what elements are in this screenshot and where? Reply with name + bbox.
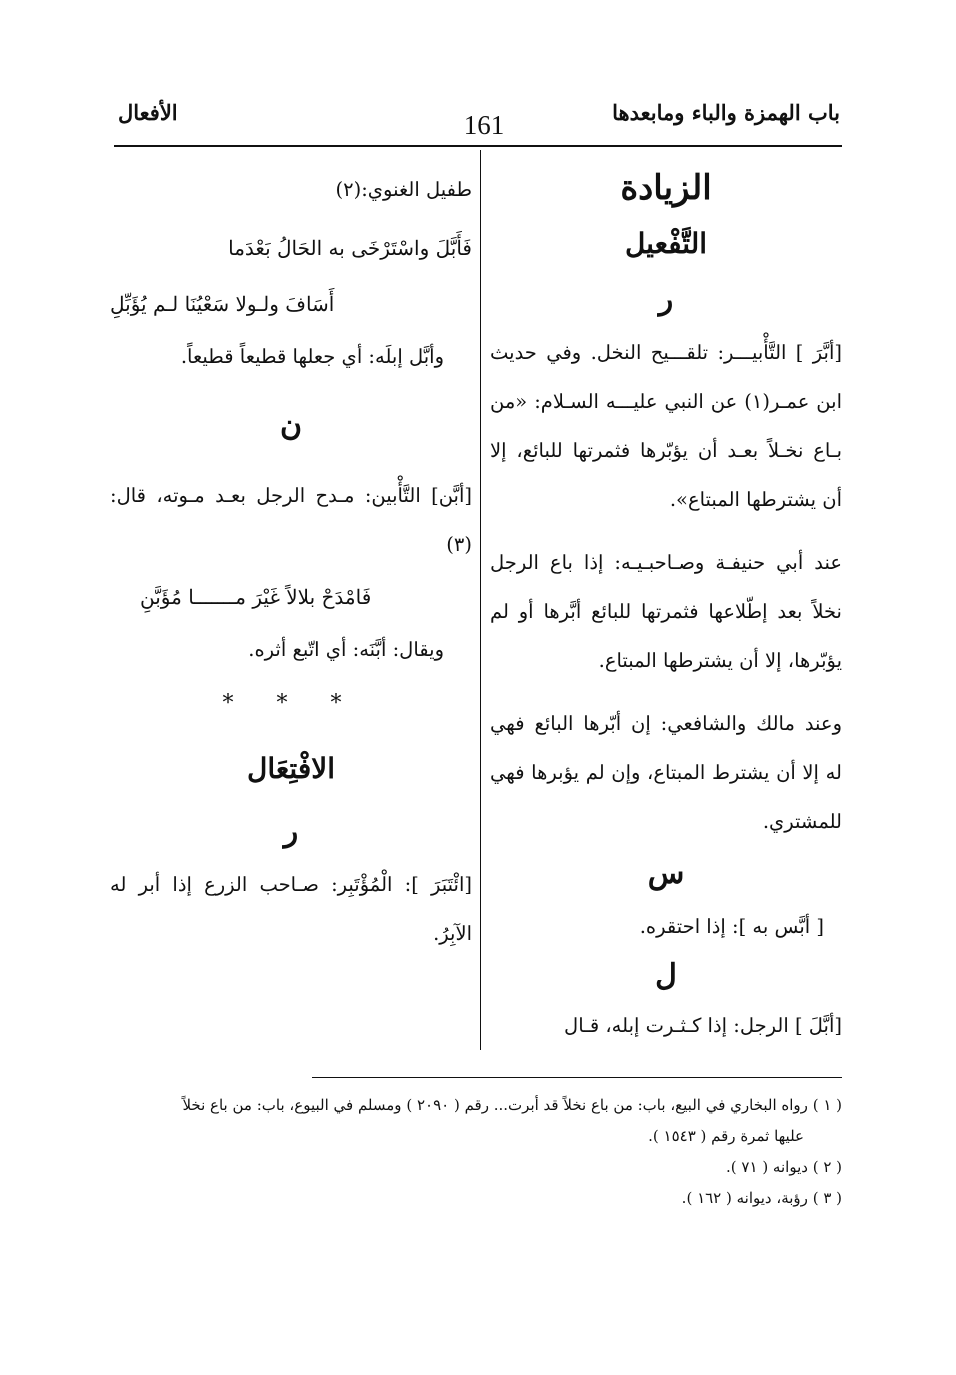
entry-abbana: [أبَّن] التَّأْبين: مـدح الرجل بعـد مـوته، قال:(٣) (110, 484, 472, 556)
letter-heading-lam: ل (655, 958, 677, 993)
footnote-1: ( ١ ) رواه البخاري في البيع، باب: من باع نخلاً قد أبرت... رقم ( ٢٠٩٠ ) ومسلم في البيوع، باب: من باع نخلاً (182, 1096, 842, 1114)
header-rule (114, 145, 842, 147)
footnote-1-continuation: عليها ثمرة رقم ( ١٥٤٣ ). (648, 1127, 804, 1145)
letter-heading-sin: س (647, 856, 685, 891)
entry-abbara: [أبَّرَ ] التَّأْبيـــر: تلقـــيح النخل. وفي حديث ابن عمـر(١) عن النبي عليـــه السـلام: «من بـاع نخـلاً بعـد أن يؤبّرها فثمرتها للبائع، إلا أن يشترطها المبتاع». (490, 341, 842, 511)
paragraph-abbala-ibilahu: وأبَّل إبلَه: أي جعلها قطيعاً قطيعاً. (180, 345, 444, 368)
left-column (110, 160, 472, 958)
verse-line-1b: أَسَافَ ولـولا سَعْيُنَا لـم يُؤَبِّلِ (110, 292, 335, 316)
verse-line-1a: فَأَبَّلَ واسْتَرْخَى به الحَالُ بَعْدَما (228, 236, 472, 260)
letter-heading-nun: ن (279, 408, 303, 443)
entry-abbasa: [ أبَّس به ]: إذا احتقره. (639, 915, 824, 938)
paragraph-abu-hanifa: عند أبي حنيفـة وصـاحبـيـه: إذا باع الرجل نخلاً بعد إطّلاعها فثمرتها للبائع أبَّرها أو لم يؤبّرها، إلا أن يشترطها المبتاع. (490, 551, 842, 672)
paragraph-malik-shafii: وعند مالك والشافعي: إن أبّرها البائع فهي له إلا أن يشترط المبتاع، وإن لم يؤبرها فهي للمشتري. (490, 712, 842, 833)
section-title-ziyada: الزيادة (620, 168, 712, 208)
letter-heading-ra: ر (658, 282, 674, 317)
page-number: 161 (463, 110, 505, 140)
running-header-right: باب الهمزة والباء ومابعدها (612, 100, 840, 125)
section-separator-stars: * * * (222, 691, 360, 716)
letter-heading-ra-2: ر (283, 814, 299, 849)
column-divider (480, 150, 481, 1050)
footnote-2: ( ٢ ) ديوانه ( ٧١ ). (726, 1158, 842, 1176)
footnote-3: ( ٣ ) رؤبة، ديوانه ( ١٦٢ ). (681, 1189, 842, 1207)
footnotes (112, 1090, 842, 1214)
footnote-rule (312, 1077, 842, 1078)
section-title-iftial: الافْتِعَال (247, 752, 335, 785)
poet-attribution-tufail: طفيل الغنوي:(٢) (335, 178, 472, 201)
entry-abbala: [أبَّلَ ] الرجل: إذا كـثـرت إبله، قـال (564, 1014, 842, 1037)
entry-itabara: [ائْتَبَرَ ]: الْمُؤْتَبِر: صـاحب الزرع إذا أبر له الآبِرُ. (110, 873, 472, 945)
running-header-left: الأفعال (118, 100, 178, 125)
subsection-title-tafil: التَّفْعيل (624, 227, 708, 260)
right-column (490, 160, 842, 1050)
verse-line-2: فَامْدَحْ بلالاً غَيْرَ مـــــــا مُؤَبَّنِ (140, 585, 372, 609)
paragraph-abbanahu: ويقال: أبَّنَه: أي اتّبع أثره. (248, 638, 444, 661)
